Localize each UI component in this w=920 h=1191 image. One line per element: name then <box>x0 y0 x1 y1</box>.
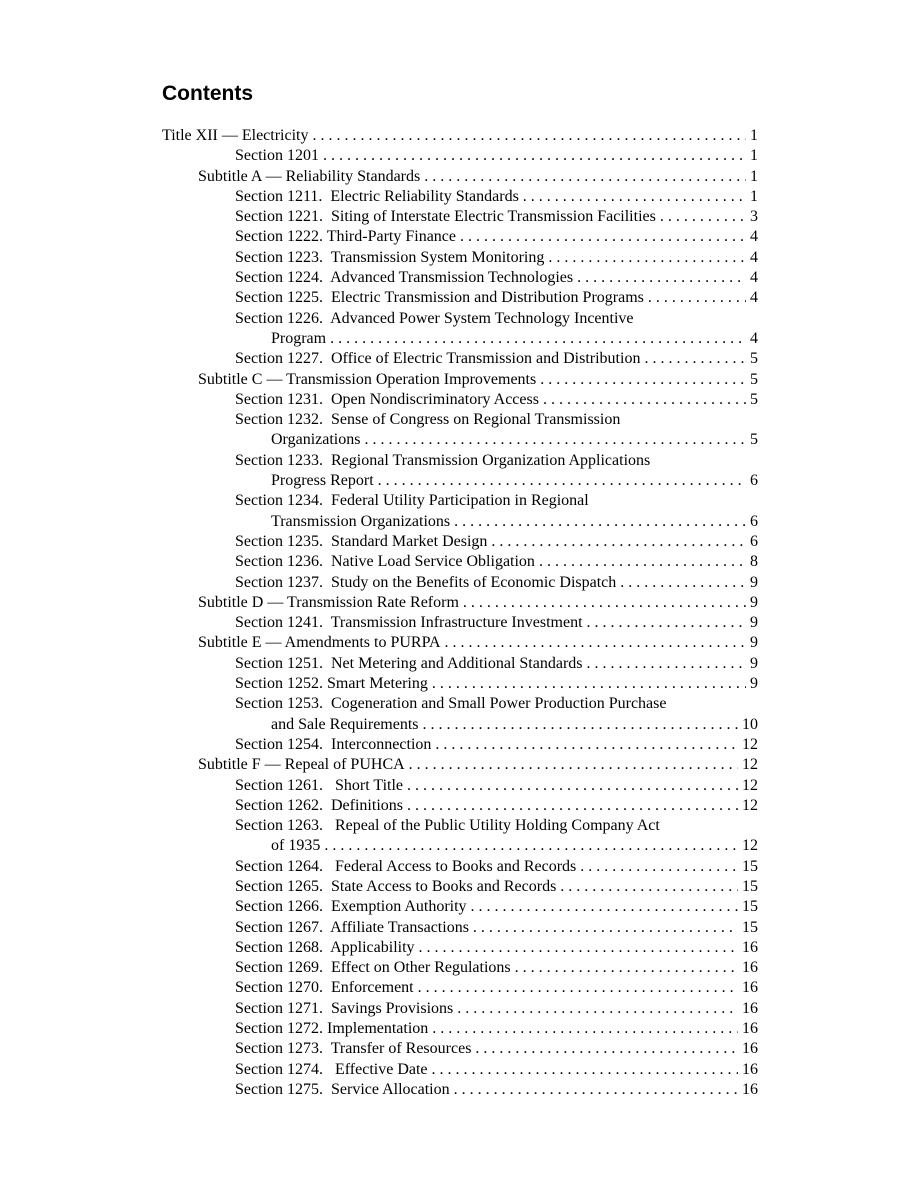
toc-entry[interactable] <box>162 674 758 694</box>
toc-entry-page-number: 4 <box>750 269 758 287</box>
toc-entry-page-number: 16 <box>742 959 758 977</box>
toc-entry-title-line: Section 1233. Regional Transmission Organization Applications <box>235 451 651 469</box>
toc-entry-title: Section 1262. Definitions <box>235 796 403 814</box>
toc-entry[interactable] <box>162 816 758 857</box>
toc-entry-title: Section 1265. State Access to Books and Records <box>235 877 557 895</box>
toc-entry-page-number: 1 <box>750 147 758 165</box>
toc-entry[interactable] <box>162 938 758 958</box>
toc-entry[interactable] <box>162 248 758 268</box>
dot-leader <box>587 654 747 674</box>
toc-entry[interactable] <box>162 451 758 492</box>
toc-entry-title: Section 1270. Enforcement <box>235 979 414 997</box>
toc-entry-page-number: 9 <box>750 675 758 693</box>
toc-entry[interactable] <box>162 999 758 1019</box>
toc-entry[interactable] <box>162 187 758 207</box>
dot-leader <box>473 918 738 938</box>
toc-entry[interactable] <box>162 958 758 978</box>
toc-entry-title: Section 1264. Federal Access to Books and Records <box>235 857 577 875</box>
toc-entry-page-number: 4 <box>750 248 758 266</box>
dot-leader <box>523 187 746 207</box>
toc-entry[interactable] <box>162 349 758 369</box>
toc-entry-title: of 1935 <box>271 837 321 855</box>
toc-entry-title: Section 1237. Study on the Benefits of Economic Dispatch <box>235 573 617 591</box>
toc-entry-page-number: 6 <box>750 532 758 550</box>
toc-entry-title: Section 1252. Smart Metering <box>235 675 428 693</box>
dot-leader <box>648 288 746 308</box>
toc-entry[interactable] <box>162 207 758 227</box>
toc-entry-page-number: 8 <box>750 553 758 571</box>
toc-entry[interactable] <box>162 227 758 247</box>
toc-entry-title: and Sale Requirements <box>271 715 419 733</box>
dot-leader <box>330 329 746 349</box>
toc-entry-title: Section 1227. Office of Electric Transmission and Distribution <box>235 350 641 368</box>
toc-entry-title: Transmission Organizations <box>271 512 451 530</box>
toc-entry[interactable] <box>162 796 758 816</box>
dot-leader <box>435 735 738 755</box>
toc-entry[interactable] <box>162 857 758 877</box>
dot-leader <box>454 512 746 532</box>
toc-entry[interactable] <box>162 167 758 187</box>
toc-entry-title: Subtitle A — Reliability Standards <box>198 167 421 185</box>
toc-entry-title: Section 1241. Transmission Infrastructure Investment <box>235 614 583 632</box>
toc-entry-page-number: 6 <box>750 472 758 490</box>
toc-entry-title: Section 1236. Native Load Service Obligation <box>235 553 535 571</box>
toc-entry-title-line: Section 1263. Repeal of the Public Utility Holding Company Act <box>235 817 660 835</box>
toc-entry[interactable] <box>162 877 758 897</box>
toc-entry-title: Section 1223. Transmission System Monitoring <box>235 248 545 266</box>
toc-entry[interactable] <box>162 897 758 917</box>
toc-entry-title: Section 1267. Affiliate Transactions <box>235 918 469 936</box>
toc-entry-title: Section 1268. Applicability <box>235 938 415 956</box>
dot-leader <box>587 613 746 633</box>
dot-leader <box>515 958 738 978</box>
toc-entry-page-number: 16 <box>742 1080 758 1098</box>
toc-entry-title: Program <box>271 329 327 347</box>
toc-entry-title: Section 1231. Open Nondiscriminatory Access <box>235 390 539 408</box>
toc-entry-title: Section 1274. Effective Date <box>235 1060 428 1078</box>
toc-entry-title: Section 1272. Implementation <box>235 1020 429 1038</box>
toc-entry-page-number: 4 <box>750 329 758 347</box>
dot-leader <box>644 349 746 369</box>
dot-leader <box>313 126 747 146</box>
toc-entry[interactable] <box>162 552 758 572</box>
dot-leader <box>620 573 746 593</box>
dot-leader <box>432 1060 738 1080</box>
toc-entry-title: Section 1275. Service Allocation <box>235 1080 450 1098</box>
dot-leader <box>445 633 746 653</box>
toc-entry[interactable] <box>162 268 758 288</box>
dot-leader <box>548 248 746 268</box>
toc-entry-title: Section 1221. Siting of Interstate Electric Transmission Facilities <box>235 208 656 226</box>
toc-entry-page-number: 15 <box>742 877 758 895</box>
dot-leader <box>432 1019 738 1039</box>
toc-entry-page-number: 9 <box>750 634 758 652</box>
toc-entry[interactable] <box>162 126 758 146</box>
toc-entry-title: Section 1254. Interconnection <box>235 735 432 753</box>
toc-entry[interactable] <box>162 410 758 451</box>
toc-entry-page-number: 6 <box>750 512 758 530</box>
toc-entry-page-number: 1 <box>750 167 758 185</box>
toc-entry[interactable] <box>162 146 758 166</box>
toc-entry[interactable] <box>162 735 758 755</box>
toc-entry[interactable] <box>162 1060 758 1080</box>
toc-entry-page-number: 3 <box>750 208 758 226</box>
toc-entry-page-number: 1 <box>750 127 758 144</box>
toc-entry[interactable] <box>162 633 758 653</box>
dot-leader <box>457 999 738 1019</box>
toc-entry-title: Section 1251. Net Metering and Additional Standards <box>235 654 583 672</box>
dot-leader <box>407 776 738 796</box>
dot-leader <box>463 593 746 613</box>
toc-entry-page-number: 12 <box>742 735 758 753</box>
dot-leader <box>423 715 738 735</box>
dot-leader <box>324 836 738 856</box>
toc-entry-title: Section 1235. Standard Market Design <box>235 532 488 550</box>
toc-entry-title: Section 1269. Effect on Other Regulations <box>235 959 511 977</box>
toc-entry-page-number: 16 <box>742 938 758 956</box>
toc-entry-title-line: Section 1232. Sense of Congress on Regional Transmission <box>235 411 621 429</box>
toc-entry-page-number: 9 <box>750 614 758 632</box>
toc-entry-title: Section 1222. Third-Party Finance <box>235 228 456 246</box>
toc-entry-page-number: 12 <box>742 837 758 855</box>
toc-entry-title: Section 1201 <box>235 147 319 165</box>
dot-leader <box>491 532 746 552</box>
toc-entry-title: Progress Report <box>271 472 374 490</box>
toc-entry-page-number: 16 <box>742 999 758 1017</box>
dot-leader <box>560 877 738 897</box>
dot-leader <box>460 227 746 247</box>
toc-entry-page-number: 5 <box>750 431 758 449</box>
contents-heading: Contents <box>162 82 253 105</box>
toc-entry[interactable] <box>162 776 758 796</box>
toc-entry-page-number: 15 <box>742 857 758 875</box>
toc-entry[interactable] <box>162 654 758 674</box>
toc-entry-title: Subtitle D — Transmission Rate Reform <box>198 593 459 611</box>
toc-entry-title-line: Section 1234. Federal Utility Participation in Regional <box>235 492 589 510</box>
dot-leader <box>419 938 738 958</box>
toc-entry-title: Subtitle F — Repeal of PUHCA <box>198 756 405 774</box>
toc-entry[interactable] <box>162 532 758 552</box>
dot-leader <box>580 857 738 877</box>
toc-entry[interactable] <box>162 309 758 350</box>
toc-entry-page-number: 9 <box>750 573 758 591</box>
dot-leader <box>378 471 746 491</box>
dot-leader <box>539 552 746 572</box>
toc-entry-title: Section 1271. Savings Provisions <box>235 999 454 1017</box>
toc-entry-page-number: 4 <box>750 228 758 246</box>
toc-entry-page-number: 12 <box>742 796 758 814</box>
toc-entry[interactable] <box>162 1039 758 1059</box>
dot-leader <box>475 1039 738 1059</box>
dot-leader <box>407 796 738 816</box>
dot-leader <box>418 978 738 998</box>
toc-entry[interactable] <box>162 593 758 613</box>
dot-leader <box>454 1080 738 1100</box>
toc-entry-page-number: 16 <box>742 979 758 997</box>
dot-leader <box>543 390 746 410</box>
toc-entry[interactable] <box>162 755 758 775</box>
toc-entry[interactable] <box>162 1019 758 1039</box>
toc-entry-title: Section 1211. Electric Reliability Standards <box>235 187 519 205</box>
dot-leader <box>432 674 746 694</box>
table-of-contents <box>162 126 758 1100</box>
toc-entry-title: Subtitle E — Amendments to PURPA <box>198 634 441 652</box>
toc-entry-title: Organizations <box>271 431 361 449</box>
toc-entry[interactable] <box>162 918 758 938</box>
toc-entry-page-number: 5 <box>750 370 758 388</box>
toc-entry[interactable] <box>162 491 758 532</box>
dot-leader <box>577 268 746 288</box>
toc-entry-title: Section 1261. Short Title <box>235 776 404 794</box>
toc-entry-title: Section 1224. Advanced Transmission Technologies <box>235 269 574 287</box>
toc-entry-title-line: Section 1253. Cogeneration and Small Power Production Purchase <box>235 695 667 713</box>
toc-entry[interactable] <box>162 288 758 308</box>
toc-entry-page-number: 15 <box>742 898 758 916</box>
dot-leader <box>424 167 746 187</box>
toc-entry[interactable] <box>162 694 758 735</box>
dot-leader <box>364 430 746 450</box>
toc-entry-page-number: 5 <box>750 350 758 368</box>
dot-leader <box>409 755 738 775</box>
toc-entry-page-number: 16 <box>742 1060 758 1078</box>
dot-leader <box>323 146 746 166</box>
toc-entry-title-line: Section 1226. Advanced Power System Technology Incentive <box>235 309 634 327</box>
toc-entry-page-number: 4 <box>750 289 758 307</box>
toc-entry[interactable] <box>162 613 758 633</box>
toc-entry[interactable] <box>162 1080 758 1100</box>
toc-entry[interactable] <box>162 978 758 998</box>
dot-leader <box>540 370 746 390</box>
toc-entry-page-number: 1 <box>750 187 758 205</box>
toc-entry[interactable] <box>162 370 758 390</box>
toc-entry[interactable] <box>162 573 758 593</box>
toc-entry[interactable] <box>162 390 758 410</box>
toc-entry-title: Title XII — Electricity <box>162 127 309 144</box>
toc-entry-title: Section 1225. Electric Transmission and Distribution Programs <box>235 289 644 307</box>
toc-entry-page-number: 16 <box>742 1020 758 1038</box>
toc-entry-page-number: 10 <box>742 715 758 733</box>
toc-entry-page-number: 12 <box>742 756 758 774</box>
toc-entry-page-number: 5 <box>750 390 758 408</box>
dot-leader <box>471 897 738 917</box>
toc-entry-title: Section 1273. Transfer of Resources <box>235 1040 472 1058</box>
toc-entry-page-number: 9 <box>750 654 758 672</box>
toc-entry-title: Section 1266. Exemption Authority <box>235 898 467 916</box>
toc-entry-page-number: 12 <box>742 776 758 794</box>
toc-entry-page-number: 15 <box>742 918 758 936</box>
dot-leader <box>660 207 746 227</box>
toc-entry-page-number: 9 <box>750 593 758 611</box>
toc-entry-title: Subtitle C — Transmission Operation Improvements <box>198 370 537 388</box>
toc-entry-page-number: 16 <box>742 1040 758 1058</box>
